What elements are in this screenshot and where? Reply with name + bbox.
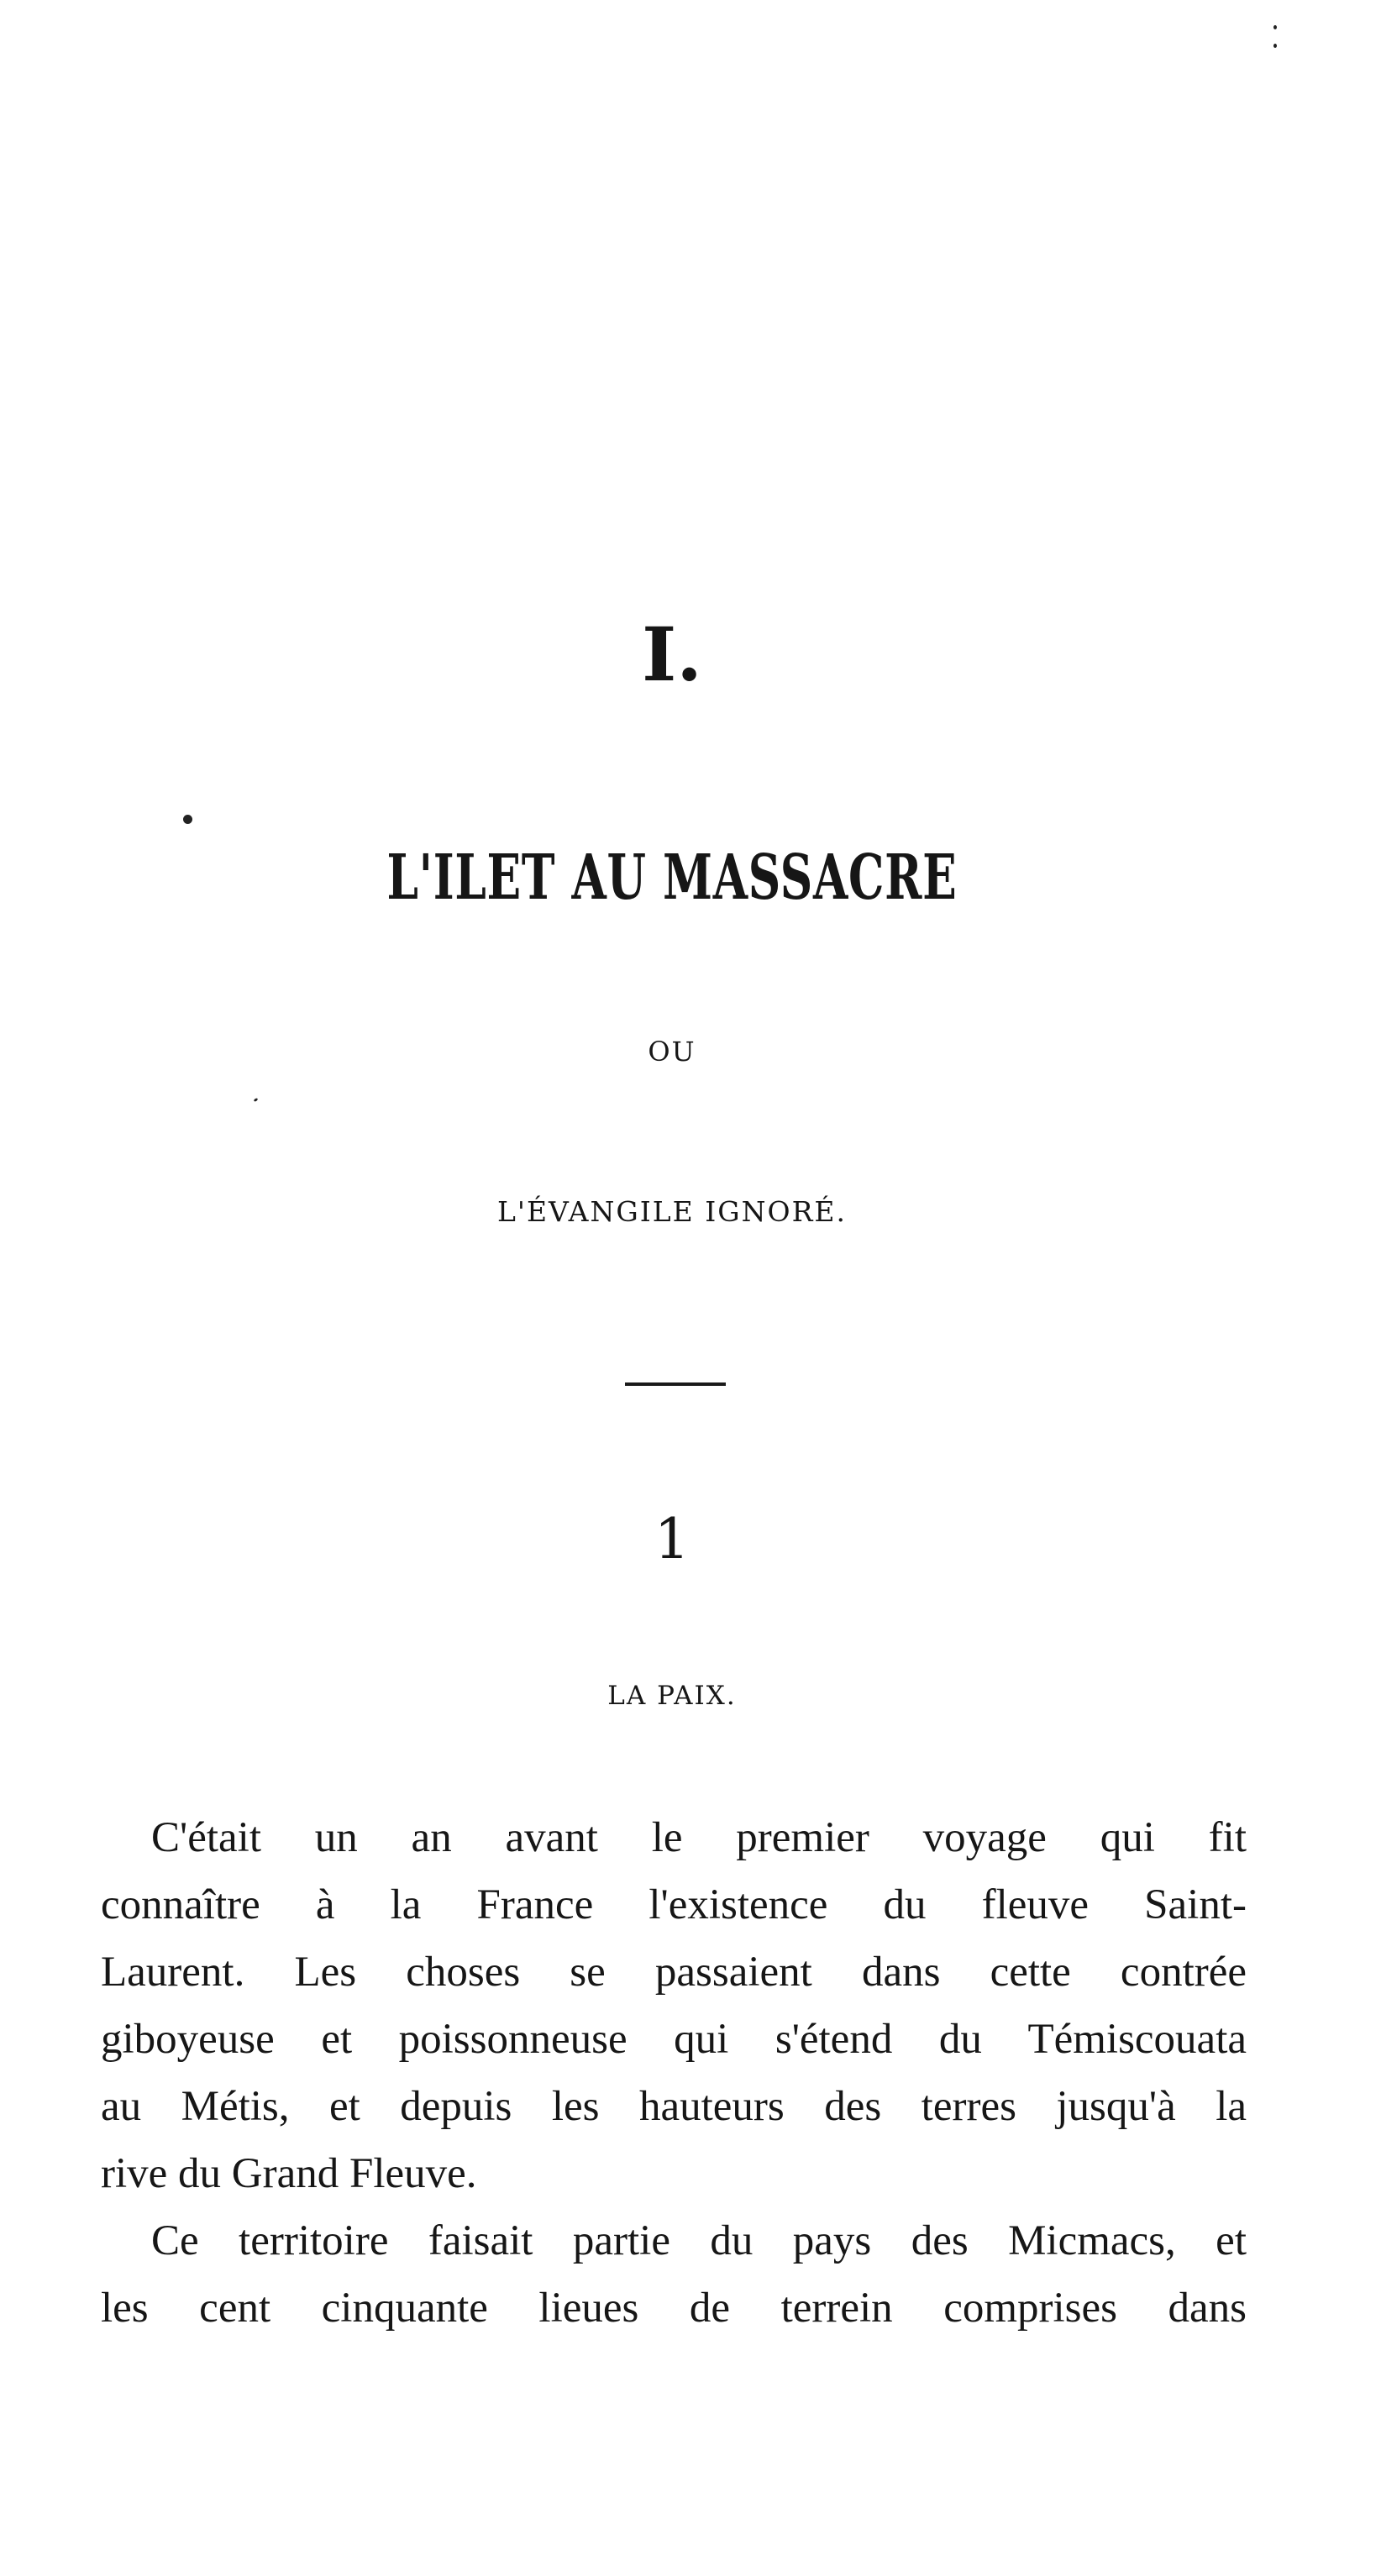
text-line: connaître à la France l'existence du fleuve Saint-: [101, 1881, 1247, 1928]
text-line: les cent cinquante lieues de terrein comprises dans: [101, 2285, 1247, 2332]
section-number: 1: [654, 1507, 690, 1571]
text-line: Ce territoire faisait partie du pays des Micmacs, et: [151, 2217, 1247, 2264]
paragraph: [101, 1804, 1247, 2207]
print-speck: [183, 815, 192, 824]
print-speck: [1273, 25, 1277, 29]
body-text: [101, 1804, 1247, 2342]
title-conjunction: OU: [648, 1036, 696, 1068]
section-title: LA PAIX.: [607, 1681, 737, 1711]
section-divider: [625, 1382, 726, 1386]
text-line: au Métis, et depuis les hauteurs des terres jusqu'à la: [101, 2083, 1247, 2130]
print-speck: [254, 1098, 259, 1102]
chapter-numeral: I.: [642, 611, 702, 698]
text-line: rive du Grand Fleuve.: [101, 2150, 477, 2197]
paragraph: [101, 2207, 1247, 2342]
print-speck: [1273, 44, 1277, 48]
text-line: C'était un an avant le premier voyage qui fit: [151, 1814, 1247, 1861]
chapter-title: L'ILET AU MASSACRE: [386, 842, 958, 914]
chapter-subtitle: L'ÉVANGILE IGNORÉ.: [496, 1195, 847, 1228]
text-line: giboyeuse et poissonneuse qui s'étend du Témiscouata: [101, 2016, 1247, 2063]
text-line: Laurent. Les choses se passaient dans cette contrée: [101, 1949, 1247, 1996]
